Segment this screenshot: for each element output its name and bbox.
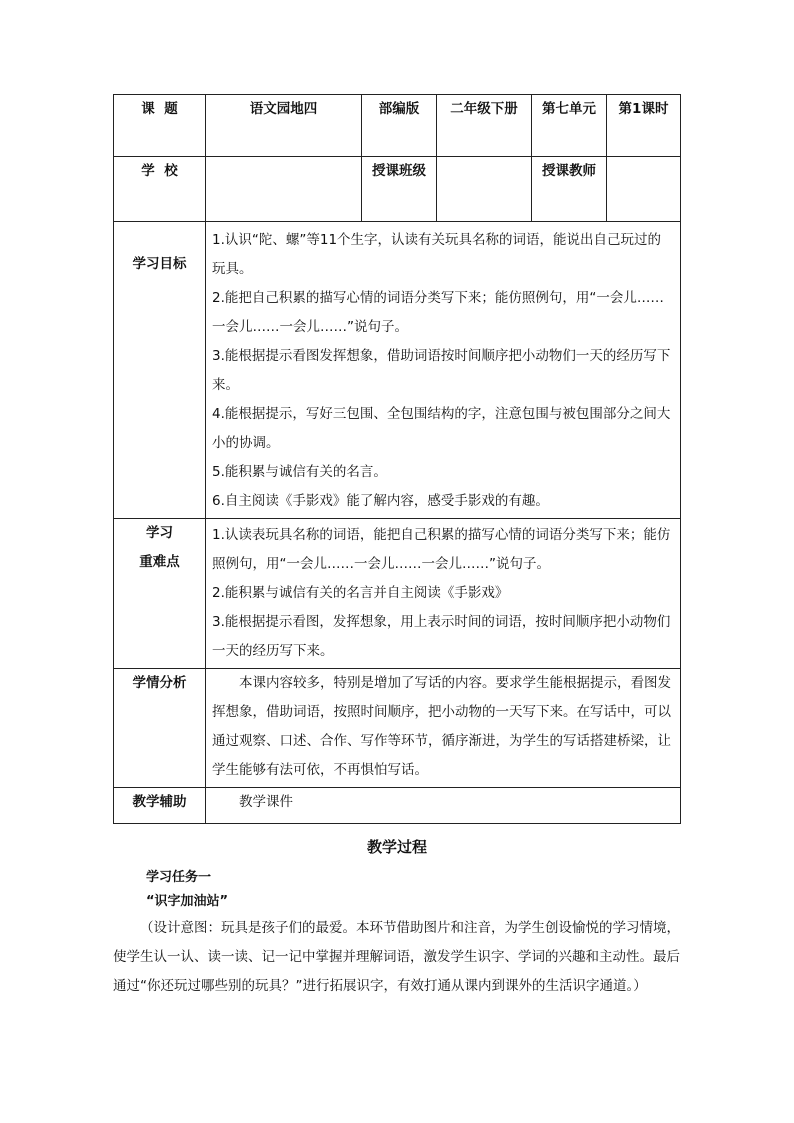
teacher-label: 授课教师	[532, 157, 607, 222]
aids-label: 教学辅助	[114, 788, 206, 824]
design-intent-paragraph: （设计意图：玩具是孩子们的最爱。本环节借助图片和注音，为学生创设愉悦的学习情境，使学生认一认、读一读、记一记中掌握并理解词语，激发学生识字、学词的兴趣和主动性。最后通过“你还玩过哪些别的玩具？”进行拓展识字，有效打通从课内到课外的生活识字通道。）	[113, 920, 680, 994]
objectives-label-text: 学习目标	[132, 256, 187, 272]
key-point-item: 3.能根据提示看图，发挥想象，用上表示时间的词语，按时间顺序把小动物们一天的经历写下来。	[212, 614, 671, 659]
edition-cell: 部编版	[362, 95, 437, 157]
key-points-list	[206, 519, 681, 669]
unit-cell: 第七单元	[532, 95, 607, 157]
analysis-text-cell	[206, 669, 681, 788]
table-row-objectives	[114, 222, 681, 519]
table-row-analysis	[114, 669, 681, 788]
topic-label: 课 题	[114, 95, 206, 157]
class-label: 授课班级	[362, 157, 437, 222]
analysis-text: 本课内容较多，特别是增加了写话的内容。要求学生能根据提示，看图发挥想象，借助词语，按照时间顺序，把小动物的一天写下来。在写话中，可以通过观察、口述、合作、写作等环节，循序渐进，为学生的写话搭建桥梁，让学生能够有法可依，不再惧怕写话。	[212, 675, 671, 778]
key-point-item: 1.认读表玩具名称的词语，能把自己积累的描写心情的词语分类写下来；能仿照例句，用“一会儿……一会儿……一会儿……”说句子。	[212, 527, 671, 572]
table-row-topic	[114, 95, 681, 157]
table-row-key-points	[114, 519, 681, 669]
objective-item: 6.自主阅读《手影戏》能了解内容，感受手影戏的有趣。	[212, 493, 549, 509]
aids-text: 教学课件	[239, 794, 293, 810]
process-title: 教学过程	[366, 838, 427, 856]
objective-item: 2.能把自己积累的描写心情的词语分类写下来；能仿照例句，用“一会儿……一会儿……一会儿……”说句子。	[212, 290, 664, 335]
objective-item: 4.能根据提示，写好三包围、全包围结构的字，注意包围与被包围部分之间大小的协调。	[212, 406, 671, 451]
class-value	[437, 157, 532, 222]
key-points-label-line1: 学习	[146, 525, 173, 541]
task-title: 学习任务一	[146, 870, 212, 885]
lesson-plan-table	[113, 94, 681, 824]
lesson-title: 语文园地四	[206, 95, 362, 157]
aids-text-cell	[206, 788, 681, 824]
key-points-label	[114, 519, 206, 669]
objective-item: 5.能积累与诚信有关的名言。	[212, 464, 387, 480]
key-points-label-line2: 重难点	[139, 554, 180, 570]
period-cell: 第1课时	[607, 95, 681, 157]
grade-cell: 二年级下册	[437, 95, 532, 157]
analysis-label: 学情分析	[114, 669, 206, 788]
school-value	[206, 157, 362, 222]
objectives-list	[206, 222, 681, 519]
table-row-school	[114, 157, 681, 222]
objectives-label	[114, 222, 206, 519]
key-point-item: 2.能积累与诚信有关的名言并自主阅读《手影戏》	[212, 585, 509, 601]
school-label: 学 校	[114, 157, 206, 222]
objective-item: 3.能根据提示看图发挥想象，借助词语按时间顺序把小动物们一天的经历写下来。	[212, 348, 671, 393]
teacher-value	[607, 157, 681, 222]
table-row-aids	[114, 788, 681, 824]
task-subtitle: “识字加油站”	[146, 894, 229, 909]
objective-item: 1.认识“陀、螺”等11个生字，认读有关玩具名称的词语，能说出自己玩过的玩具。	[212, 232, 662, 277]
